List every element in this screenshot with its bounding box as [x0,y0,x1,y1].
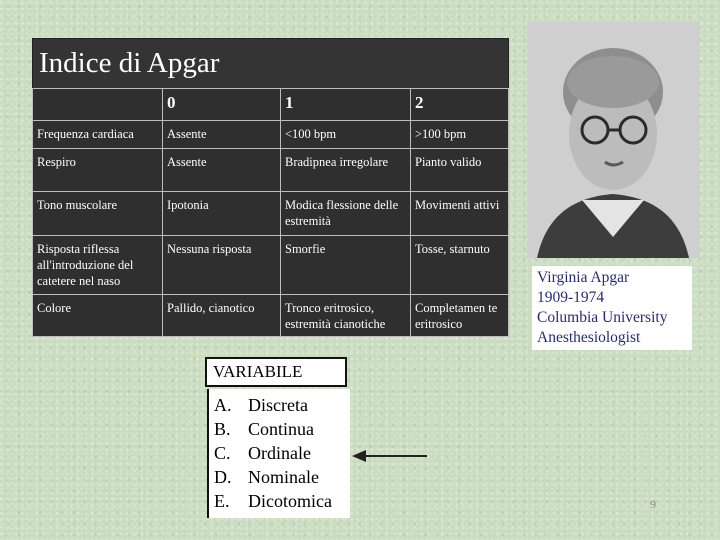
portrait-caption [532,266,692,350]
table-cell: Tono muscolare [33,192,163,236]
option-text: Ordinale [248,443,311,463]
table-cell: Nessuna risposta [163,236,281,295]
page-number: 9 [650,497,656,511]
table-header-cell: 0 [163,89,281,121]
table-cell: >100 bpm [411,121,509,149]
table-cell: Risposta riflessa all'introduzione del catetere nel naso [33,236,163,295]
table-cell: Tronco eritrosico, estremità cianotiche [281,295,411,337]
table-row [33,149,509,192]
table-cell: Respiro [33,149,163,192]
table-cell: Colore [33,295,163,337]
option-a[interactable] [209,393,350,417]
option-text: Continua [248,419,314,439]
caption-role: Anesthesiologist [537,329,641,346]
table-cell: <100 bpm [281,121,411,149]
table-header-cell [33,89,163,121]
option-letter: B. [214,419,231,439]
option-text: Nominale [248,467,319,487]
option-letter: C. [214,443,231,463]
table-cell: Ipotonia [163,192,281,236]
caption-institution: Columbia University [537,309,668,326]
portrait-photo [527,22,699,258]
portrait-illustration [527,22,699,258]
option-text: Discreta [248,395,308,415]
table-cell: Pianto valido [411,149,509,192]
table-row [33,121,509,149]
apgar-table [32,88,509,337]
table-row [33,192,509,236]
table-header-cell: 2 [411,89,509,121]
option-c[interactable] [209,441,350,465]
option-e[interactable] [209,489,350,513]
table-header-row [33,89,509,121]
caption-years: 1909-1974 [537,289,605,306]
table-cell: Assente [163,121,281,149]
table-cell: Frequenza cardiaca [33,121,163,149]
table-cell: Bradipnea irregolare [281,149,411,192]
slide-title: Indice di Apgar [39,47,220,79]
answer-arrow-icon [352,448,428,464]
table-row [33,295,509,337]
option-d[interactable] [209,465,350,489]
option-letter: E. [214,491,230,511]
option-b[interactable] [209,417,350,441]
caption-name: Virginia Apgar [537,269,630,286]
table-cell: Pallido, cianotico [163,295,281,337]
option-text: Dicotomica [248,491,332,511]
table-cell: Completamen te eritrosico [411,295,509,337]
option-letter: D. [214,467,232,487]
title-box [32,38,509,90]
table-cell: Movimenti attivi [411,192,509,236]
table-cell: Assente [163,149,281,192]
option-letter: A. [214,395,232,415]
table-header-cell: 1 [281,89,411,121]
table-row [33,236,509,295]
variabile-options [207,389,350,518]
table-cell: Tosse, starnuto [411,236,509,295]
table-cell: Smorfie [281,236,411,295]
variabile-title: VARIABILE [205,357,347,387]
table-cell: Modica flessione delle estremità [281,192,411,236]
